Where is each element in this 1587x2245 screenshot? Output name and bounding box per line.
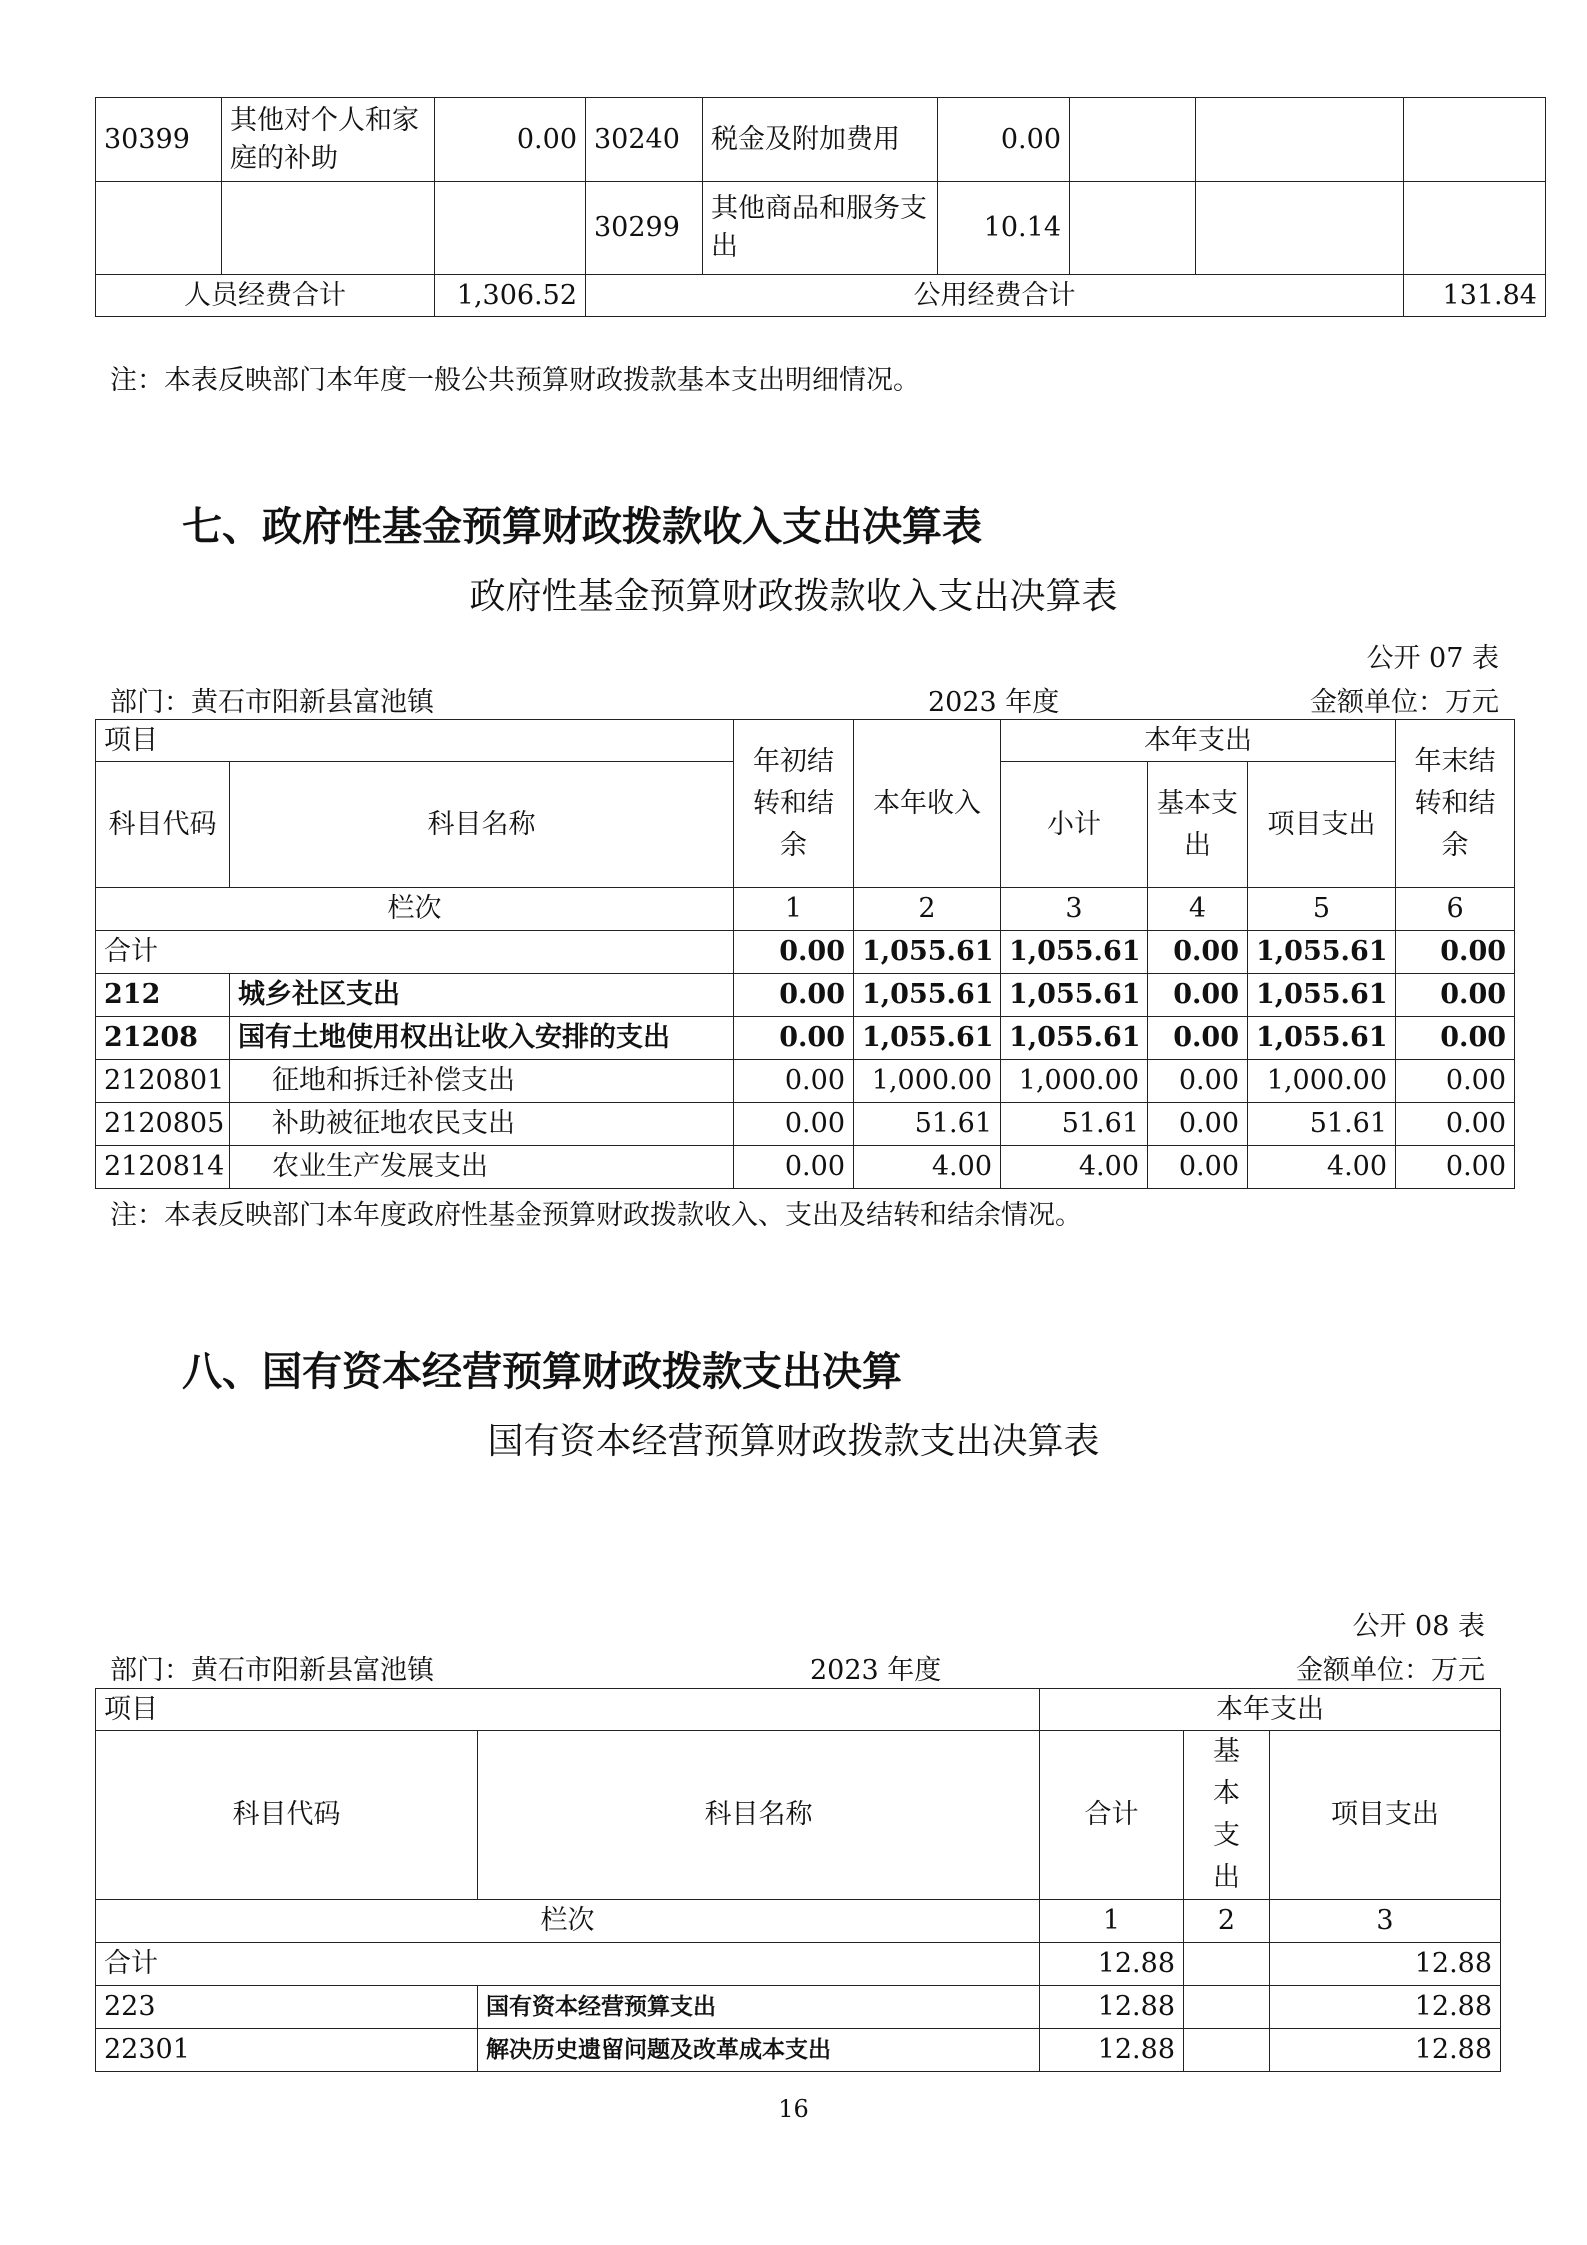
- total-header: 合计: [1040, 1731, 1184, 1900]
- value-cell: 1,055.61: [1248, 931, 1396, 974]
- begin-balance-header: 年初结转和结余: [734, 720, 854, 888]
- column-index: 2: [1184, 1900, 1270, 1943]
- section-heading: 七、政府性基金预算财政拨款收入支出决算表: [182, 504, 982, 550]
- value-cell: 1,055.61: [1001, 974, 1148, 1017]
- value-cell: 0.00: [734, 974, 854, 1017]
- column-index-label: 栏次: [96, 1900, 1040, 1943]
- value-cell: 12.88: [1270, 1943, 1501, 1986]
- value-cell: 0.00: [734, 1103, 854, 1146]
- value-cell: 1,055.61: [854, 974, 1001, 1017]
- name-header: 科目名称: [478, 1731, 1040, 1900]
- empty-cell: [1070, 98, 1196, 182]
- header-row: [96, 1731, 1501, 1900]
- total-row: [96, 931, 1515, 974]
- column-index: 6: [1396, 888, 1515, 931]
- name-cell: 补助被征地农民支出: [230, 1103, 734, 1146]
- name-cell: 其他对个人和家庭的补助: [222, 98, 435, 182]
- item-header: 项目: [96, 720, 734, 762]
- empty-cell: [1196, 98, 1404, 182]
- value-cell: 12.88: [1040, 1943, 1184, 1986]
- column-index-row: [96, 1900, 1501, 1943]
- table-row: [96, 98, 1546, 182]
- table-row: [96, 1986, 1501, 2029]
- department-label: 部门：黄石市阳新县富池镇: [110, 687, 434, 718]
- value-cell: [1184, 1986, 1270, 2029]
- amount-unit: 金额单位：万元: [1296, 1655, 1485, 1686]
- table-row: [96, 182, 1546, 275]
- personnel-total-label: 人员经费合计: [96, 275, 435, 317]
- table-row: [96, 1017, 1515, 1060]
- value-cell: 51.61: [854, 1103, 1001, 1146]
- department-label: 部门：黄石市阳新县富池镇: [110, 1655, 434, 1686]
- amount-cell: 0.00: [938, 98, 1070, 182]
- name-cell: 国有资本经营预算支出: [478, 1986, 1040, 2029]
- value-cell: 0.00: [1396, 1103, 1515, 1146]
- name-cell: 国有土地使用权出让收入安排的支出: [230, 1017, 734, 1060]
- column-index: 2: [854, 888, 1001, 931]
- value-cell: 0.00: [734, 1060, 854, 1103]
- value-cell: 0.00: [1396, 1017, 1515, 1060]
- value-cell: 0.00: [1148, 1103, 1248, 1146]
- total-row: [96, 275, 1546, 317]
- value-cell: 0.00: [1396, 931, 1515, 974]
- name-cell: 其他商品和服务支出: [703, 182, 938, 275]
- value-cell: 0.00: [1148, 1060, 1248, 1103]
- value-cell: [1184, 1943, 1270, 1986]
- value-cell: 1,055.61: [1248, 974, 1396, 1017]
- value-cell: 1,000.00: [1001, 1060, 1148, 1103]
- table-title: 政府性基金预算财政拨款收入支出决算表: [469, 576, 1118, 617]
- column-index: 3: [1270, 1900, 1501, 1943]
- column-index-label: 栏次: [96, 888, 734, 931]
- code-cell: [96, 182, 222, 275]
- code-cell: 30240: [586, 98, 703, 182]
- empty-cell: [1196, 182, 1404, 275]
- column-index: 3: [1001, 888, 1148, 931]
- table-row: [96, 1060, 1515, 1103]
- table-note: 注：本表反映部门本年度一般公共预算财政拨款基本支出明细情况。: [110, 365, 920, 396]
- end-balance-header: 年末结转和结余: [1396, 720, 1515, 888]
- income-header: 本年收入: [854, 720, 1001, 888]
- section-heading: 八、国有资本经营预算财政拨款支出决算: [182, 1349, 902, 1395]
- column-index: 1: [1040, 1900, 1184, 1943]
- total-row: [96, 1943, 1501, 1986]
- basic-header: 基本支出: [1184, 1731, 1270, 1900]
- value-cell: 1,055.61: [1001, 1017, 1148, 1060]
- value-cell: 0.00: [734, 1017, 854, 1060]
- value-cell: 12.88: [1040, 2029, 1184, 2072]
- value-cell: 0.00: [1148, 974, 1248, 1017]
- fiscal-year: 2023 年度: [928, 687, 1060, 718]
- basic-expense-detail-table: [95, 97, 1546, 317]
- name-cell: 解决历史遗留问题及改革成本支出: [478, 2029, 1040, 2072]
- value-cell: 0.00: [734, 1146, 854, 1189]
- code-cell: 212: [96, 974, 230, 1017]
- total-label: 合计: [96, 1943, 1040, 1986]
- code-cell: 223: [96, 1986, 478, 2029]
- name-cell: [222, 182, 435, 275]
- code-cell: 2120801: [96, 1060, 230, 1103]
- code-header: 科目代码: [96, 1731, 478, 1900]
- column-index-row: [96, 888, 1515, 931]
- header-row: [96, 720, 1515, 762]
- value-cell: 0.00: [1396, 974, 1515, 1017]
- expense-header: 本年支出: [1040, 1689, 1501, 1731]
- value-cell: 1,055.61: [854, 1017, 1001, 1060]
- column-index: 1: [734, 888, 854, 931]
- value-cell: 0.00: [1396, 1060, 1515, 1103]
- value-cell: 51.61: [1248, 1103, 1396, 1146]
- amount-cell: [435, 182, 586, 275]
- table-title: 国有资本经营预算财政拨款支出决算表: [487, 1421, 1100, 1462]
- header-row: [96, 1689, 1501, 1731]
- empty-cell: [1404, 98, 1546, 182]
- table-row: [96, 1146, 1515, 1189]
- value-cell: 1,000.00: [854, 1060, 1001, 1103]
- table-row: [96, 974, 1515, 1017]
- column-index: 4: [1148, 888, 1248, 931]
- public-total-label: 公用经费合计: [586, 275, 1404, 317]
- code-cell: 2120805: [96, 1103, 230, 1146]
- fiscal-year: 2023 年度: [810, 1655, 942, 1686]
- item-header: 项目: [96, 1689, 1040, 1731]
- table-note: 注：本表反映部门本年度政府性基金预算财政拨款收入、支出及结转和结余情况。: [110, 1200, 1082, 1231]
- amount-unit: 金额单位：万元: [1310, 687, 1499, 718]
- value-cell: 51.61: [1001, 1103, 1148, 1146]
- value-cell: 4.00: [1001, 1146, 1148, 1189]
- page-number: 16: [778, 2095, 809, 2123]
- name-cell: 农业生产发展支出: [230, 1146, 734, 1189]
- value-cell: 0.00: [1148, 1146, 1248, 1189]
- value-cell: 12.88: [1270, 2029, 1501, 2072]
- value-cell: 12.88: [1270, 1986, 1501, 2029]
- code-cell: 30299: [586, 182, 703, 275]
- code-cell: 22301: [96, 2029, 478, 2072]
- value-cell: 4.00: [1248, 1146, 1396, 1189]
- basic-header: 基本支出: [1148, 762, 1248, 888]
- project-header: 项目支出: [1248, 762, 1396, 888]
- name-cell: 税金及附加费用: [703, 98, 938, 182]
- total-label: 合计: [96, 931, 734, 974]
- government-fund-table: [95, 719, 1515, 1189]
- value-cell: 1,055.61: [1248, 1017, 1396, 1060]
- subtotal-header: 小计: [1001, 762, 1148, 888]
- name-cell: 征地和拆迁补偿支出: [230, 1060, 734, 1103]
- project-header: 项目支出: [1270, 1731, 1501, 1900]
- table-row: [96, 2029, 1501, 2072]
- value-cell: 0.00: [734, 931, 854, 974]
- empty-cell: [1404, 182, 1546, 275]
- form-number: 公开 07 表: [1366, 643, 1499, 674]
- form-number: 公开 08 表: [1352, 1611, 1485, 1642]
- table-row: [96, 1103, 1515, 1146]
- value-cell: 4.00: [854, 1146, 1001, 1189]
- empty-cell: [1070, 182, 1196, 275]
- amount-cell: 10.14: [938, 182, 1070, 275]
- value-cell: [1184, 2029, 1270, 2072]
- name-header: 科目名称: [230, 762, 734, 888]
- value-cell: 1,055.61: [854, 931, 1001, 974]
- expense-header: 本年支出: [1001, 720, 1396, 762]
- code-cell: 21208: [96, 1017, 230, 1060]
- value-cell: 0.00: [1148, 931, 1248, 974]
- column-index: 5: [1248, 888, 1396, 931]
- value-cell: 12.88: [1040, 1986, 1184, 2029]
- state-capital-table: [95, 1688, 1501, 2072]
- public-total-value: 131.84: [1404, 275, 1546, 317]
- value-cell: 1,055.61: [1001, 931, 1148, 974]
- value-cell: 0.00: [1396, 1146, 1515, 1189]
- amount-cell: 0.00: [435, 98, 586, 182]
- value-cell: 0.00: [1148, 1017, 1248, 1060]
- code-header: 科目代码: [96, 762, 230, 888]
- code-cell: 2120814: [96, 1146, 230, 1189]
- personnel-total-value: 1,306.52: [435, 275, 586, 317]
- value-cell: 1,000.00: [1248, 1060, 1396, 1103]
- code-cell: 30399: [96, 98, 222, 182]
- name-cell: 城乡社区支出: [230, 974, 734, 1017]
